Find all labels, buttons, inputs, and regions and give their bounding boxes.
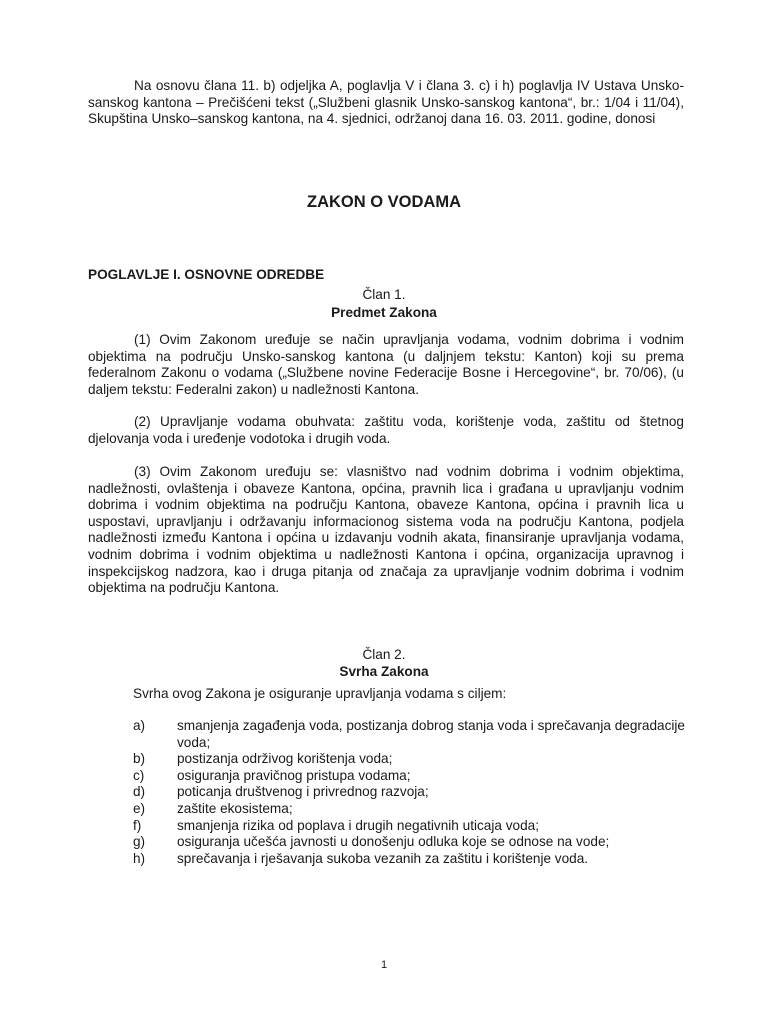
list-item	[133, 818, 685, 835]
article-2-list	[133, 718, 685, 867]
list-marker: g)	[133, 834, 146, 850]
preamble-paragraph: Na osnovu člana 11. b) odjeljka A, poglavlja V i člana 3. c) i h) poglavlja IV Ustava Unsko-sanskog kantona – Prečišćeni tekst („Službeni glasnik Unsko-sanskog kantona“, br.: 1/04 i 11/04), Skupština Unsko–sanskog kantona, na 4. sjednici, održanoj dana 16. 03. 2011. godine, donosi	[88, 78, 684, 127]
list-item	[133, 851, 685, 868]
list-item-text: smanjenja zagađenja voda, postizanja dobrog stanja voda i sprečavanja degradacije voda;	[177, 718, 685, 750]
list-item	[133, 784, 685, 801]
list-item-text: osiguranja učešća javnosti u donošenju odluka koje se odnose na vode;	[177, 834, 610, 850]
list-item-text: smanjenja rizika od poplava i drugih negativnih uticaja voda;	[177, 817, 539, 833]
document-title: ZAKON O VODAMA	[307, 193, 461, 211]
list-item-text: sprečavanja i rješavanja sukoba vezanih za zaštitu i korištenje voda.	[177, 850, 589, 866]
list-item-text: osiguranja pravičnog pristupa vodama;	[177, 767, 411, 783]
chapter-heading: POGLAVLJE I. OSNOVNE ODREDBE	[88, 267, 325, 282]
list-marker: a)	[133, 718, 146, 733]
article-1-paragraph-2: (2) Upravljanje vodama obuhvata: zaštitu voda, korištenje voda, zaštitu od štetnog djelovanja voda i uređenje vodotoka i drugih voda.	[88, 414, 684, 446]
list-item	[133, 718, 685, 751]
article-1-number: Član 1.	[362, 287, 406, 302]
list-marker: b)	[133, 751, 146, 767]
list-marker: f)	[133, 817, 142, 833]
article-2-heading: Svrha Zakona	[339, 664, 429, 679]
list-item	[133, 834, 685, 851]
list-marker: d)	[133, 784, 146, 800]
article-2-number: Član 2.	[362, 647, 406, 662]
article-1-paragraph-1: (1) Ovim Zakonom uređuje se način upravljanja vodama, vodnim dobrima i vodnim objektima na području Unsko-sanskog kantona (u daljnjem tekstu: Kanton) koji su prema federalnom Zakonu o vodama („Službene novine Federacije Bosne i Hercegovine“, br. 70/06), (u daljem tekstu: Federalni zakon) u nadležnosti Kantona.	[88, 332, 684, 397]
list-item	[133, 768, 685, 785]
list-item-text: postizanja održivog korištenja voda;	[177, 751, 393, 767]
article-1-heading: Predmet Zakona	[331, 305, 437, 320]
list-marker: h)	[133, 850, 146, 866]
article-1-paragraph-3: (3) Ovim Zakonom uređuju se: vlasništvo nad vodnim dobrima i vodnim objektima, nadležnosti, ovlaštenja i obaveze Kantona, općina, pravnih lica i građana u upravljanju vodnim dobrima i vodnim objektima na području Kantona, obaveze Kantona, općina i pravnih lica u uspostavi, upravljanju i održavanju informacionog sistema voda na području Kantona, podjela nadležnosti između Kantona i općina u izdavanju vodnih akata, finansiranje upravljanja vodama, vodnim dobrima i vodnim objektima u nadležnosti Kantona i općina, organizacija upravnog i inspekcijskog nadzora, kao i druga pitanja od značaja za upravljanje vodnim dobrima i vodnim objektima na području Kantona.	[88, 464, 684, 596]
list-marker: c)	[133, 767, 145, 783]
article-2-intro: Svrha ovog Zakona je osiguranje upravljanja vodama s ciljem:	[133, 686, 507, 701]
list-item-text: poticanja društvenog i privrednog razvoja;	[177, 784, 429, 800]
list-item	[133, 751, 685, 768]
list-item	[133, 801, 685, 818]
list-marker: e)	[133, 800, 146, 816]
list-item-text: zaštite ekosistema;	[177, 800, 293, 816]
page-number: 1	[380, 959, 388, 971]
